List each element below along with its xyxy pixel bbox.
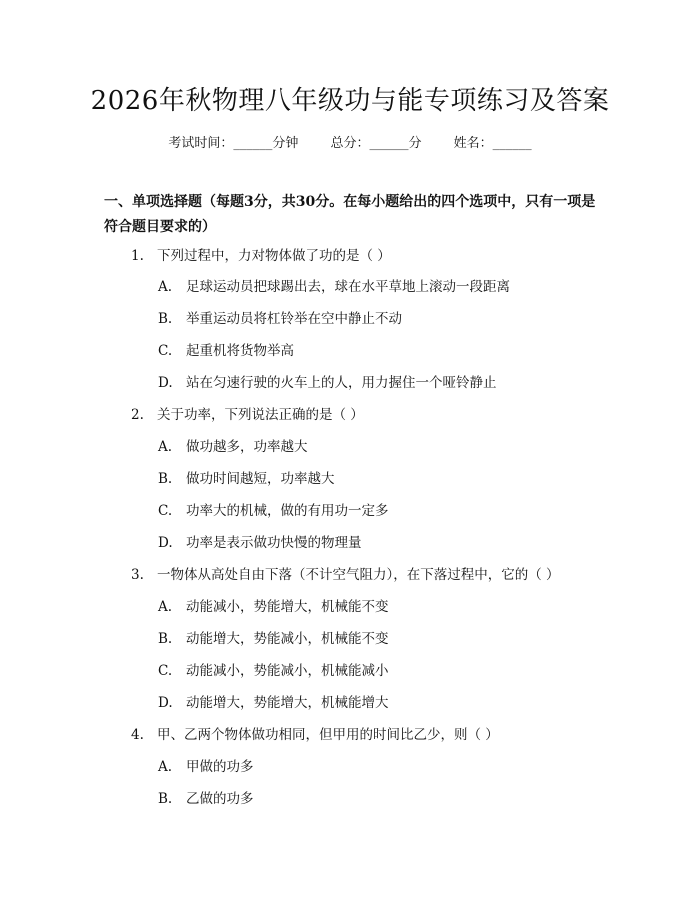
- option-letter: B.: [158, 311, 173, 327]
- question-3: [131, 563, 560, 583]
- exam-meta: [0, 132, 700, 151]
- question-text: 关于功率，下列说法正确的是（ ）: [157, 407, 364, 423]
- question-text: 下列过程中，力对物体做了功的是（ ）: [157, 248, 391, 264]
- option-4a: [158, 755, 254, 775]
- option-text: 功率大的机械，做的有用功一定多: [186, 503, 389, 519]
- option-2c: [158, 499, 389, 519]
- option-2d: [158, 531, 362, 551]
- option-1a: [158, 275, 510, 295]
- option-letter: C.: [158, 663, 173, 679]
- option-3c: [158, 659, 389, 679]
- option-text: 乙做的功多: [186, 791, 254, 807]
- question-number: 2.: [131, 407, 144, 423]
- option-text: 足球运动员把球踢出去，球在水平草地上滚动一段距离: [186, 279, 510, 295]
- option-letter: B.: [158, 631, 173, 647]
- option-letter: D.: [158, 695, 173, 711]
- student-name: 姓名：______: [453, 136, 532, 151]
- option-text: 举重运动员将杠铃举在空中静止不动: [186, 311, 402, 327]
- exam-time: 考试时间：______分钟: [168, 136, 299, 151]
- option-letter: A.: [158, 279, 173, 295]
- question-number: 4.: [131, 727, 144, 743]
- option-text: 站在匀速行驶的火车上的人，用力握住一个哑铃静止: [186, 375, 497, 391]
- option-text: 做功时间越短，功率越大: [186, 471, 335, 487]
- option-1b: [158, 307, 402, 327]
- question-number: 1.: [131, 248, 144, 264]
- option-text: 做功越多，功率越大: [186, 439, 308, 455]
- option-letter: B.: [158, 791, 173, 807]
- option-3a: [158, 595, 389, 615]
- option-2b: [158, 467, 335, 487]
- option-letter: C.: [158, 343, 173, 359]
- option-letter: D.: [158, 535, 173, 551]
- option-text: 动能减小，势能增大，机械能不变: [186, 599, 389, 615]
- option-letter: A.: [158, 759, 173, 775]
- question-text: 甲、乙两个物体做功相同，但甲用的时间比乙少，则（ ）: [157, 727, 499, 743]
- option-2a: [158, 435, 308, 455]
- question-4: [131, 723, 499, 743]
- question-text: 一物体从高处自由下落（不计空气阻力），在下落过程中，它的（ ）: [157, 567, 560, 583]
- option-1d: [158, 371, 497, 391]
- question-number: 3.: [131, 567, 144, 583]
- option-1c: [158, 339, 294, 359]
- option-letter: C.: [158, 503, 173, 519]
- exam-score: 总分：______分: [330, 136, 422, 151]
- option-letter: B.: [158, 471, 173, 487]
- option-4b: [158, 787, 254, 807]
- option-text: 动能减小，势能减小，机械能减小: [186, 663, 389, 679]
- option-letter: A.: [158, 439, 173, 455]
- option-3b: [158, 627, 389, 647]
- page-title: 2026年秋物理八年级功与能专项练习及答案: [90, 86, 610, 116]
- option-letter: D.: [158, 375, 173, 391]
- option-text: 起重机将货物举高: [186, 343, 294, 359]
- option-text: 动能增大，势能减小，机械能不变: [186, 631, 389, 647]
- option-text: 动能增大，势能增大，机械能增大: [186, 695, 389, 711]
- option-text: 甲做的功多: [186, 759, 254, 775]
- section-heading: 一、单项选择题（每题3分，共30分。在每小题给出的四个选项中，只有一项是符合题目要求的）: [104, 194, 596, 235]
- question-2: [131, 403, 364, 423]
- option-text: 功率是表示做功快慢的物理量: [186, 535, 362, 551]
- option-letter: A.: [158, 599, 173, 615]
- question-1: [131, 244, 391, 264]
- option-3d: [158, 691, 389, 711]
